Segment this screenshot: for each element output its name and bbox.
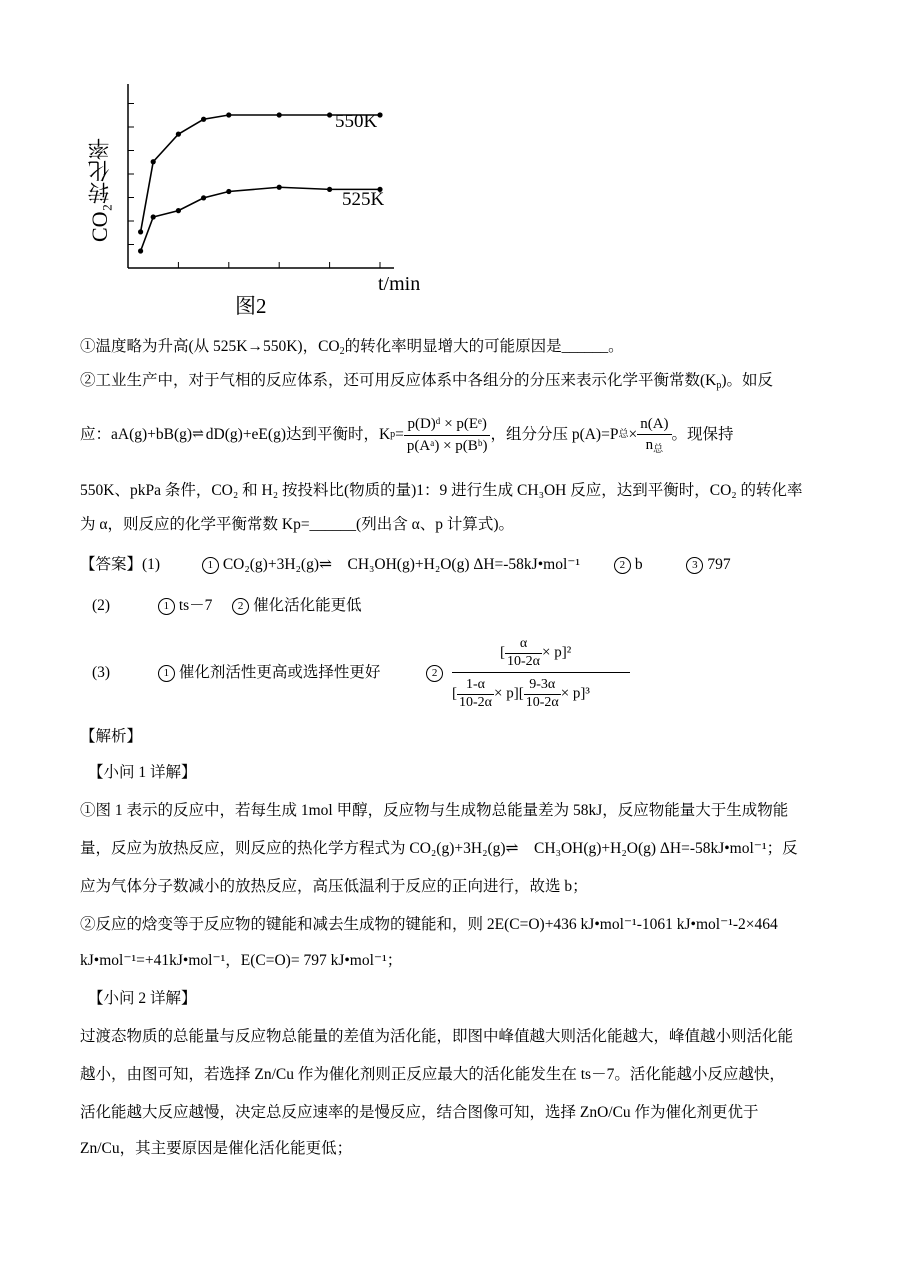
para-1-line-1: ①图 1 表示的反应中，若每生成 1mol 甲醇，反应物与生成物总能量差为 58kJ，反应物能量大于生成物能 (80, 802, 789, 819)
para-2-line-4: Zn/Cu，其主要原因是催化活化能更低； (80, 1140, 353, 1157)
subquestion-1-heading: 【小问 1 详解】 (88, 764, 197, 781)
data-point-525K (201, 195, 206, 200)
para-2-line-2: 越小，由图可知，若选择 Zn/Cu 作为催化剂则正反应最大的活化能发生在 ts－7。活化能越小反应越快， (80, 1066, 785, 1083)
conversion-chart (80, 70, 440, 310)
figure-caption: 图2 (235, 294, 267, 318)
data-point-525K (151, 214, 156, 219)
figure-2 (80, 70, 440, 330)
kp-fraction: $\frac{\text{p(D)ᵈ × p(Eᵉ)}}{\text{p(Aᵃ) × p(Bᵇ)}}$ (404, 414, 491, 456)
question-2-line-3: 550K、pkPa 条件，CO₂ 和 H₂ 按投料比(物质的量)1：9 进行生成 CH₃OH 反应，达到平衡时，CO₂ 的转化率 (80, 482, 803, 499)
data-point-550K (327, 112, 332, 117)
data-point-550K (151, 159, 156, 164)
data-point-550K (176, 132, 181, 137)
question-2-line-4: 为 α，则反应的化学平衡常数 Kp=______(列出含 α、p 计算式)。 (80, 516, 515, 533)
data-point-550K (277, 112, 282, 117)
data-point-550K (377, 112, 382, 117)
para-1-line-3: 应为气体分子数减小的放热反应，高压低温利于反应的正向进行，故选 b； (80, 878, 588, 895)
series-label-550K: 550K (335, 111, 378, 132)
question-2-line-2: 应：aA(g)+bB(g) ⇌ dD(g)+eE(g)达到平衡时，K p = $\frac{\text{p(D)ᵈ × p(Eᵉ)}}{\text{p(Aᵃ) × p(Bᵇ)}}$ ，组分分压 p(A)=P 总 × $\frac{n(A)}{n_总}$ 。现保持 (80, 415, 734, 455)
question-2-line-1: ②工业生产中，对于气相的反应体系，还可用反应体系中各组分的分压来表示化学平衡常数$(K_p)$。如反 (80, 372, 774, 391)
para-1-line-2: 量，反应为放热反应，则反应的热化学方程式为 CO₂(g)+3H₂(g)⇌ CH₃OH(g)+H₂O(g) ΔH=-58kJ•mol⁻¹；反 (80, 840, 798, 857)
data-point-550K (138, 229, 143, 234)
x-axis-label: t/min (378, 273, 421, 295)
analysis-heading: 【解析】 (80, 728, 143, 745)
data-point-550K (226, 112, 231, 117)
data-point-525K (277, 185, 282, 190)
para-2-line-3: 活化能越大反应越慢，决定总反应速率的是慢反应，结合图像可知，选择 ZnO/Cu 作为催化剂更优于 (80, 1104, 759, 1121)
y-axis-label: CO₂转化率 (87, 137, 112, 243)
para-2-line-1: 过渡态物质的总能量与反应物总能量的差值为活化能，即图中峰值越大则活化能越大，峰值越小则活化能 (80, 1028, 794, 1045)
mole-fraction: $\frac{n(A)}{n_总}$ (637, 414, 671, 457)
series-label-525K: 525K (342, 189, 385, 210)
answer-1: 【答案】(1) 1 CO₂(g)+3H₂(g)⇌ CH₃OH(g)+H₂O(g) ΔH=-58kJ•mol⁻¹ 2 b 3 797 (80, 556, 731, 573)
question-1: ①温度略为升高(从 525K→550K)，$CO_2$的转化率明显增大的可能原因是______。 (80, 338, 624, 357)
data-point-525K (176, 208, 181, 213)
data-point-550K (201, 117, 206, 122)
data-point-525K (138, 248, 143, 253)
equilibrium-arrow: ⇌ (192, 426, 206, 442)
data-point-525K (226, 189, 231, 194)
answer-3: (3) 1 催化剂活性更高或选择性更好 2 (92, 664, 447, 683)
para-1-line-4: ②反应的焓变等于反应物的键能和减去生成物的键能和，则 2E(C=O)+436 kJ•mol⁻¹-1061 kJ•mol⁻¹-2×464 (80, 916, 778, 933)
data-point-525K (327, 187, 332, 192)
para-1-line-5: kJ•mol⁻¹=+41kJ•mol⁻¹，E(C=O)= 797 kJ•mol⁻¹； (80, 952, 403, 969)
kp-answer-fraction: [ $\frac{\alpha}{10-2\alpha}$ × p]² [ $\frac{1-\alpha}{10-2\alpha}$ × p][ $\frac{9-3\alpha}{10-2\alpha}$ × p]³ (452, 636, 630, 720)
answer-2: (2) 1 ts－7 2 催化活化能更低 (92, 597, 362, 614)
subquestion-2-heading: 【小问 2 详解】 (88, 990, 197, 1007)
